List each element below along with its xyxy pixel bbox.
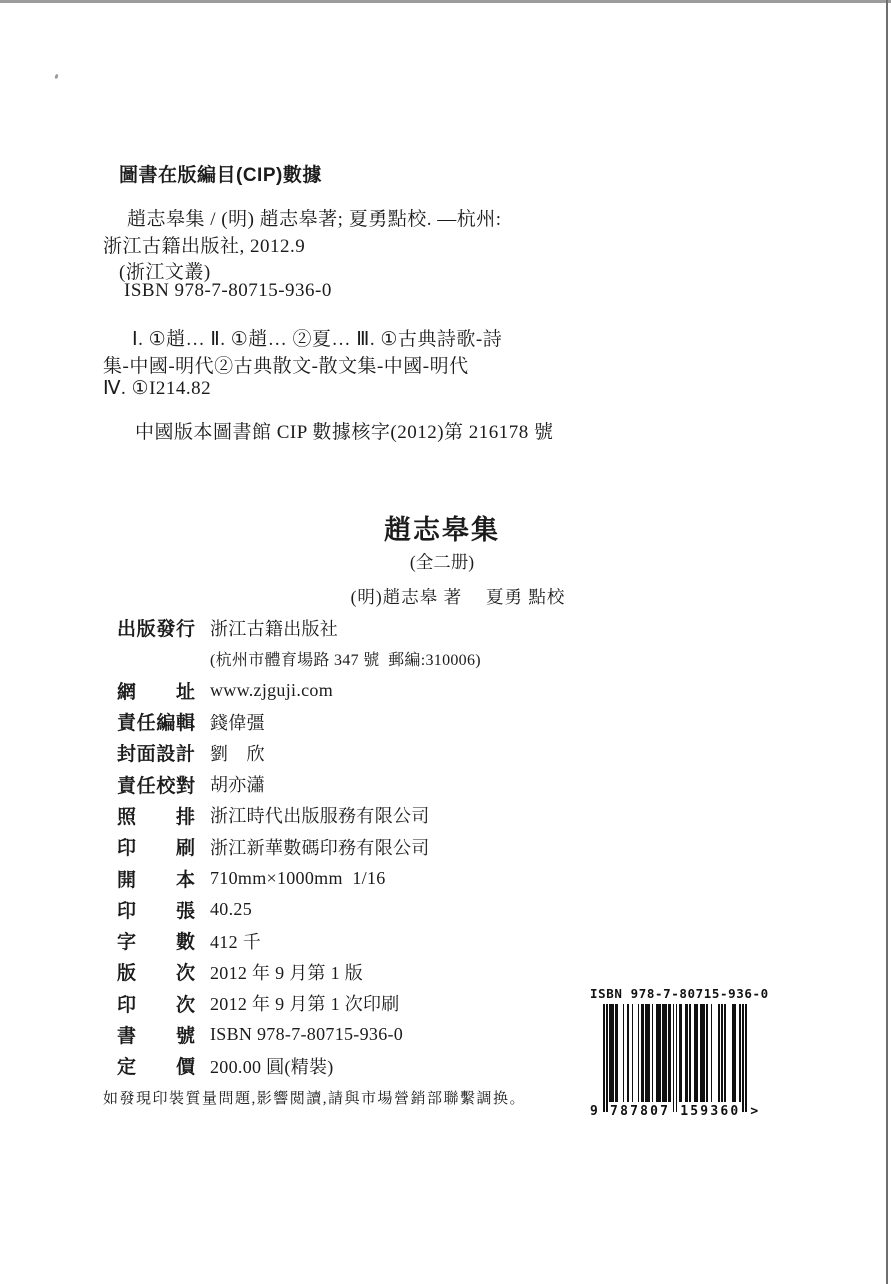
row-label: 印 次 [117,994,195,1016]
cip-classification-line-1: Ⅰ. ①趙… Ⅱ. ①趙… ②夏… Ⅲ. ①古典詩歌-詩 [132,329,503,350]
row-label: 字 數 [117,932,195,954]
row-value: 浙江時代出版服務有限公司 [210,806,430,827]
table-row [117,706,677,737]
cip-isbn-line: ISBN 978-7-80715-936-0 [124,280,332,301]
barcode-digits-text: 9 787807 159360 > [590,1104,761,1119]
table-row [117,737,677,768]
row-label: 照 排 [117,806,195,828]
cip-header: 圖書在版編目(CIP)數據 [119,165,322,186]
barcode-block [590,986,769,1119]
cip-series-note: (浙江文叢) [119,262,211,283]
row-value: 40.25 [210,898,252,919]
row-value: 浙江新華數碼印務有限公司 [210,837,430,858]
table-row [117,894,677,925]
table-row [117,956,677,987]
cip-entry-line-1: 趙志皋集 / (明) 趙志皋著; 夏勇點校. —杭州: [127,209,502,230]
row-label: 開 本 [117,869,195,891]
page-top-edge-line [0,0,891,3]
row-label: 版 次 [117,963,195,985]
row-label: 印 刷 [117,838,195,860]
quality-note: 如發現印裝質量問題,影響閲讀,請與市場營銷部聯繫調换。 [103,1091,527,1107]
row-value: 錢偉彊 [210,712,265,733]
table-row [117,862,677,893]
table-row [117,768,677,799]
row-label: 定 價 [117,1057,195,1079]
row-label: 封面設計 [117,744,195,766]
cip-record-number-line: 中國版本圖書館 CIP 數據核字(2012)第 216178 號 [135,422,554,443]
row-value: 浙江古籍出版社 [210,618,339,639]
table-row [117,643,677,674]
author-byline: (明)趙志皋 著 夏勇 點校 [350,587,566,607]
row-value: 2012 年 9 月第 1 次印刷 [210,994,400,1015]
row-label: 責任編輯 [117,713,195,735]
row-value: 2012 年 9 月第 1 版 [210,962,363,983]
row-value: 劉 欣 [210,743,265,764]
cip-classification-line-2: 集-中國-明代②古典散文-散文集-中國-明代 [103,356,469,377]
table-row [117,925,677,956]
row-label: 責任校對 [117,775,195,797]
row-value: (杭州市體育場路 347 號 郵編:310006) [210,652,481,670]
barcode-bars [603,1004,749,1114]
book-title: 趙志皋集 [384,515,500,545]
cip-classification-line-3: Ⅳ. ①I214.82 [103,378,212,399]
row-label: 出版發行 [117,619,195,641]
page-right-edge-line [886,0,888,1284]
table-row [117,612,677,643]
row-value: 412 千 [210,931,261,952]
table-row [117,800,677,831]
row-value: www.zjguji.com [210,679,334,700]
row-value: 710mm×1000mm 1/16 [210,867,386,888]
row-label: 網 址 [117,681,195,703]
barcode-isbn-text: ISBN 978-7-80715-936-0 [590,986,769,1001]
row-value: ISBN 978-7-80715-936-0 [210,1024,404,1044]
row-value: 200.00 圓(精裝) [210,1056,334,1077]
row-label: 書 號 [117,1026,195,1047]
row-value: 胡亦瀟 [210,775,265,796]
scan-speck [54,74,59,80]
volume-note: (全二册) [409,552,475,572]
cip-entry-line-2: 浙江古籍出版社, 2012.9 [103,236,306,257]
row-label: 印 張 [117,900,195,922]
table-row [117,675,677,706]
table-row [117,831,677,862]
